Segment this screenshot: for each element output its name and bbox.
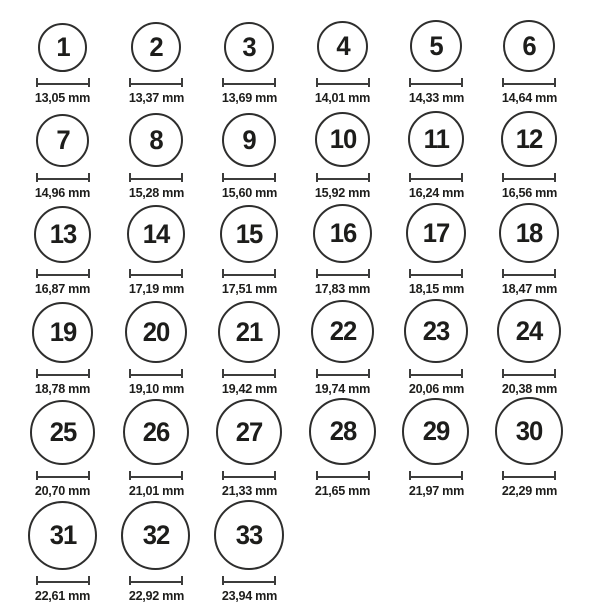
ruler-right-tick bbox=[181, 471, 183, 480]
diameter-ruler bbox=[222, 576, 276, 585]
ring-circle bbox=[311, 300, 374, 363]
ruler-line bbox=[316, 83, 370, 85]
diameter-ruler bbox=[222, 78, 276, 87]
ruler-right-tick bbox=[274, 78, 276, 87]
ruler-line bbox=[316, 178, 370, 180]
diameter-label: 22,61 mm bbox=[35, 588, 91, 603]
ring-circle bbox=[30, 400, 95, 465]
ruler-right-tick bbox=[181, 78, 183, 87]
ruler-line bbox=[409, 178, 463, 180]
diameter-label: 20,38 mm bbox=[501, 381, 557, 396]
ring-size-item bbox=[499, 203, 559, 298]
diameter-label: 20,06 mm bbox=[408, 381, 464, 396]
diameter-ruler bbox=[316, 369, 370, 378]
ruler-line bbox=[129, 178, 183, 180]
diameter-label: 23,94 mm bbox=[221, 588, 277, 603]
diameter-ruler bbox=[36, 173, 90, 182]
ring-size-item bbox=[128, 22, 185, 107]
ruler-right-tick bbox=[181, 576, 183, 585]
diameter-ruler bbox=[129, 471, 183, 480]
diameter-ruler bbox=[222, 471, 276, 480]
ring-size-number: 7 bbox=[55, 125, 70, 155]
ruler-line bbox=[502, 83, 556, 85]
ring-size-item bbox=[218, 301, 280, 398]
ring-circle bbox=[402, 398, 469, 465]
ruler-line bbox=[222, 83, 276, 85]
diameter-ruler bbox=[129, 269, 183, 278]
ruler-right-tick bbox=[274, 471, 276, 480]
ruler-right-tick bbox=[368, 269, 370, 278]
diameter-label: 21,33 mm bbox=[221, 483, 277, 498]
diameter-label: 15,60 mm bbox=[221, 185, 277, 200]
ring-size-item bbox=[127, 205, 185, 298]
ring-size-number: 15 bbox=[235, 218, 263, 249]
ring-size-number: 20 bbox=[142, 316, 170, 347]
diameter-ruler bbox=[129, 78, 183, 87]
ring-size-number: 22 bbox=[329, 316, 356, 346]
ring-size-number: 23 bbox=[422, 315, 450, 346]
diameter-label: 15,92 mm bbox=[315, 185, 371, 200]
ring-circle bbox=[129, 113, 183, 167]
ruler-line bbox=[409, 274, 463, 276]
ring-size-item bbox=[34, 206, 91, 298]
ring-size-item bbox=[125, 301, 187, 398]
ring-size-number: 8 bbox=[149, 124, 163, 155]
diameter-ruler bbox=[409, 78, 463, 87]
ring-size-item bbox=[128, 113, 185, 202]
ruler-right-tick bbox=[554, 471, 556, 480]
diameter-ruler bbox=[502, 173, 556, 182]
ruler-right-tick bbox=[368, 173, 370, 182]
diameter-label: 21,97 mm bbox=[408, 483, 464, 498]
ring-circle bbox=[123, 399, 189, 465]
ring-circle bbox=[125, 301, 187, 363]
ruler-line bbox=[129, 476, 183, 478]
diameter-ruler bbox=[129, 173, 183, 182]
ruler-right-tick bbox=[554, 269, 556, 278]
ring-size-number: 29 bbox=[422, 416, 450, 446]
diameter-ruler bbox=[316, 269, 370, 278]
ring-circle bbox=[222, 113, 276, 167]
diameter-ruler bbox=[409, 173, 463, 182]
ring-circle bbox=[317, 21, 368, 72]
ruler-right-tick bbox=[368, 78, 370, 87]
ring-circle bbox=[501, 111, 557, 167]
ruler-right-tick bbox=[88, 173, 90, 182]
ring-size-number: 25 bbox=[49, 417, 76, 447]
diameter-label: 16,56 mm bbox=[501, 185, 557, 200]
ruler-line bbox=[222, 476, 276, 478]
ring-circle bbox=[34, 206, 91, 263]
ring-circle bbox=[131, 22, 181, 72]
ring-size-number: 6 bbox=[522, 30, 536, 61]
ruler-right-tick bbox=[274, 576, 276, 585]
ruler-line bbox=[129, 83, 183, 85]
ruler-line bbox=[129, 274, 183, 276]
ring-size-number: 33 bbox=[235, 519, 263, 550]
ring-circle bbox=[121, 501, 190, 570]
diameter-label: 17,19 mm bbox=[128, 281, 184, 296]
ring-size-number: 13 bbox=[49, 219, 76, 249]
diameter-label: 20,70 mm bbox=[35, 483, 91, 498]
ring-circle bbox=[127, 205, 185, 263]
ruler-line bbox=[409, 476, 463, 478]
diameter-ruler bbox=[36, 576, 90, 585]
diameter-ruler bbox=[36, 369, 90, 378]
diameter-label: 19,42 mm bbox=[221, 381, 277, 396]
ruler-right-tick bbox=[368, 369, 370, 378]
diameter-label: 22,92 mm bbox=[128, 588, 184, 603]
ring-size-item bbox=[221, 113, 278, 202]
ruler-right-tick bbox=[88, 576, 90, 585]
diameter-label: 22,29 mm bbox=[501, 483, 557, 498]
diameter-ruler bbox=[36, 471, 90, 480]
ring-size-item bbox=[406, 203, 466, 298]
ruler-right-tick bbox=[181, 369, 183, 378]
ring-circle bbox=[503, 20, 555, 72]
ruler-line bbox=[502, 274, 556, 276]
ring-size-number: 3 bbox=[242, 31, 256, 62]
diameter-label: 13,69 mm bbox=[221, 90, 277, 105]
ruler-right-tick bbox=[461, 471, 463, 480]
ruler-line bbox=[316, 274, 370, 276]
ruler-right-tick bbox=[461, 369, 463, 378]
ring-size-number: 9 bbox=[242, 124, 256, 155]
ring-size-item bbox=[408, 20, 465, 107]
ruler-right-tick bbox=[181, 269, 183, 278]
diameter-label: 16,87 mm bbox=[35, 281, 91, 296]
diameter-label: 13,37 mm bbox=[128, 90, 184, 105]
ring-size-number: 31 bbox=[49, 520, 76, 550]
diameter-label: 14,64 mm bbox=[501, 90, 557, 105]
ring-circle bbox=[32, 302, 93, 363]
diameter-ruler bbox=[502, 471, 556, 480]
ring-size-item bbox=[497, 299, 561, 398]
ring-circle bbox=[220, 205, 278, 263]
ring-size-number: 28 bbox=[329, 416, 356, 446]
diameter-ruler bbox=[129, 576, 183, 585]
ruler-line bbox=[222, 274, 276, 276]
ring-size-number: 30 bbox=[515, 415, 543, 446]
ruler-right-tick bbox=[368, 471, 370, 480]
ring-size-item bbox=[495, 397, 563, 500]
diameter-label: 14,33 mm bbox=[408, 90, 464, 105]
ring-size-number: 1 bbox=[55, 32, 70, 62]
diameter-ruler bbox=[36, 269, 90, 278]
ring-size-item bbox=[402, 398, 469, 500]
ruler-line bbox=[36, 178, 90, 180]
ring-size-item bbox=[313, 204, 372, 298]
diameter-ruler bbox=[502, 78, 556, 87]
diameter-label: 19,10 mm bbox=[128, 381, 184, 396]
ring-size-item bbox=[221, 22, 278, 107]
diameter-label: 14,01 mm bbox=[315, 90, 371, 105]
ring-circle bbox=[497, 299, 561, 363]
ring-circle bbox=[495, 397, 563, 465]
ring-size-number: 12 bbox=[515, 123, 543, 154]
ring-size-number: 17 bbox=[422, 217, 450, 248]
ring-size-item bbox=[121, 501, 190, 605]
ring-size-item bbox=[314, 112, 371, 202]
ruler-line bbox=[129, 374, 183, 376]
ruler-right-tick bbox=[554, 369, 556, 378]
ring-circle bbox=[404, 299, 468, 363]
ring-size-number: 19 bbox=[49, 317, 76, 347]
diameter-ruler bbox=[409, 471, 463, 480]
ring-circle bbox=[499, 203, 559, 263]
ring-circle bbox=[38, 23, 87, 72]
diameter-label: 15,28 mm bbox=[128, 185, 184, 200]
ruler-line bbox=[316, 476, 370, 478]
ring-size-number: 21 bbox=[235, 316, 263, 347]
ring-size-item bbox=[34, 23, 91, 107]
ruler-line bbox=[316, 374, 370, 376]
ruler-line bbox=[36, 83, 90, 85]
ring-circle bbox=[36, 114, 89, 167]
ring-size-number: 27 bbox=[235, 416, 263, 447]
ruler-right-tick bbox=[461, 269, 463, 278]
ring-size-number: 26 bbox=[142, 416, 170, 447]
ring-size-number: 16 bbox=[329, 218, 356, 248]
ring-circle bbox=[313, 204, 372, 263]
ruler-right-tick bbox=[181, 173, 183, 182]
ring-size-item bbox=[408, 111, 465, 202]
diameter-ruler bbox=[129, 369, 183, 378]
diameter-label: 21,65 mm bbox=[315, 483, 371, 498]
ruler-right-tick bbox=[88, 269, 90, 278]
ruler-line bbox=[222, 374, 276, 376]
ring-circle bbox=[315, 112, 370, 167]
ruler-line bbox=[129, 581, 183, 583]
diameter-ruler bbox=[316, 471, 370, 480]
ruler-line bbox=[409, 374, 463, 376]
ring-size-item bbox=[30, 400, 95, 500]
ring-size-item bbox=[501, 111, 558, 202]
ring-circle bbox=[218, 301, 280, 363]
diameter-label: 16,24 mm bbox=[408, 185, 464, 200]
diameter-ruler bbox=[222, 269, 276, 278]
diameter-label: 21,01 mm bbox=[128, 483, 184, 498]
ring-size-item bbox=[28, 501, 97, 605]
ring-size-number: 5 bbox=[429, 30, 443, 61]
ring-size-item bbox=[34, 114, 91, 202]
diameter-ruler bbox=[502, 369, 556, 378]
ruler-line bbox=[502, 374, 556, 376]
ring-circle bbox=[309, 398, 376, 465]
ring-circle bbox=[410, 20, 462, 72]
diameter-ruler bbox=[409, 269, 463, 278]
ruler-right-tick bbox=[554, 78, 556, 87]
diameter-label: 18,15 mm bbox=[408, 281, 464, 296]
ring-size-number: 10 bbox=[329, 124, 356, 154]
ring-circle bbox=[214, 500, 284, 570]
diameter-label: 13,05 mm bbox=[35, 90, 91, 105]
diameter-label: 18,47 mm bbox=[501, 281, 557, 296]
ring-size-number: 32 bbox=[142, 520, 170, 550]
ruler-right-tick bbox=[88, 78, 90, 87]
diameter-ruler bbox=[222, 369, 276, 378]
ruler-right-tick bbox=[461, 78, 463, 87]
ring-circle bbox=[408, 111, 464, 167]
ring-size-item bbox=[216, 399, 282, 500]
diameter-ruler bbox=[222, 173, 276, 182]
ring-size-item bbox=[220, 205, 278, 298]
ring-size-number: 18 bbox=[515, 217, 543, 248]
diameter-ruler bbox=[502, 269, 556, 278]
ring-size-item bbox=[309, 398, 376, 500]
ring-size-number: 2 bbox=[149, 31, 163, 62]
ring-circle bbox=[216, 399, 282, 465]
ring-size-number: 11 bbox=[423, 123, 449, 154]
ruler-right-tick bbox=[461, 173, 463, 182]
diameter-ruler bbox=[316, 173, 370, 182]
ring-size-number: 24 bbox=[515, 315, 543, 346]
ruler-line bbox=[222, 581, 276, 583]
diameter-label: 17,51 mm bbox=[221, 281, 277, 296]
diameter-label: 17,83 mm bbox=[315, 281, 371, 296]
ruler-right-tick bbox=[274, 173, 276, 182]
diameter-ruler bbox=[316, 78, 370, 87]
ring-size-item bbox=[311, 300, 374, 398]
diameter-label: 14,96 mm bbox=[35, 185, 91, 200]
ruler-line bbox=[502, 476, 556, 478]
ruler-line bbox=[409, 83, 463, 85]
ring-size-number: 4 bbox=[335, 31, 350, 61]
ring-size-item bbox=[123, 399, 189, 500]
ring-circle bbox=[224, 22, 274, 72]
ruler-right-tick bbox=[554, 173, 556, 182]
ring-circle bbox=[406, 203, 466, 263]
ruler-line bbox=[36, 476, 90, 478]
ruler-line bbox=[222, 178, 276, 180]
ring-size-item bbox=[32, 302, 93, 398]
ring-circle bbox=[28, 501, 97, 570]
ring-size-item bbox=[404, 299, 468, 398]
diameter-label: 19,74 mm bbox=[315, 381, 371, 396]
ruler-right-tick bbox=[274, 369, 276, 378]
ruler-right-tick bbox=[274, 269, 276, 278]
ruler-line bbox=[36, 374, 90, 376]
ring-size-item bbox=[214, 500, 284, 605]
diameter-label: 18,78 mm bbox=[35, 381, 91, 396]
ruler-line bbox=[36, 581, 90, 583]
ruler-line bbox=[502, 178, 556, 180]
ring-size-item bbox=[314, 21, 371, 107]
ruler-right-tick bbox=[88, 369, 90, 378]
diameter-ruler bbox=[36, 78, 90, 87]
ruler-line bbox=[36, 274, 90, 276]
ruler-right-tick bbox=[88, 471, 90, 480]
diameter-ruler bbox=[409, 369, 463, 378]
ring-size-item bbox=[501, 20, 558, 107]
ring-size-number: 14 bbox=[142, 218, 170, 249]
